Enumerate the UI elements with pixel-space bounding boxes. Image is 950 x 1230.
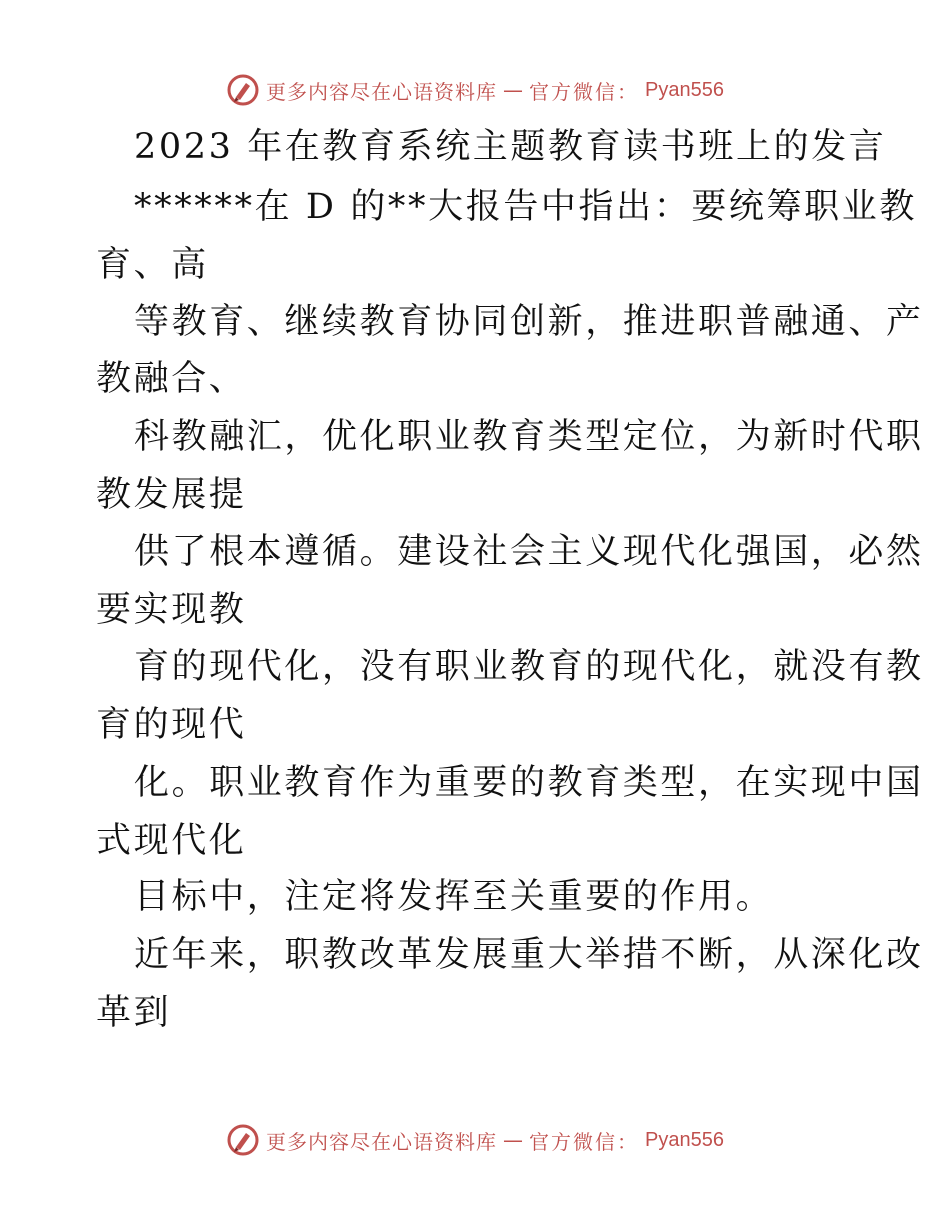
header-brand-text: 更多内容尽在心语资料库 xyxy=(266,79,498,104)
paragraph-line: 革到 xyxy=(96,993,172,1033)
header-separator: — xyxy=(503,78,524,102)
paragraph-line: 化。职业教育作为重要的教育类型，在实现中国 xyxy=(134,763,924,803)
paragraph-line: 教融合、 xyxy=(96,359,247,399)
pen-logo-icon xyxy=(226,73,260,107)
footer-watermark-banner xyxy=(0,1120,950,1160)
footer-separator: — xyxy=(503,1128,524,1152)
paragraph-line: 近年来，职教改革发展重大举措不断，从深化改 xyxy=(134,935,924,975)
footer-brand-text: 更多内容尽在心语资料库 xyxy=(266,1129,498,1154)
paragraph-line: 育的现代 xyxy=(96,705,247,745)
paragraph-line: 育的现代化，没有职业教育的现代化，就没有教 xyxy=(134,647,924,687)
paragraph-line: 目标中，注定将发挥至关重要的作用。 xyxy=(134,877,774,917)
header-wechat-id: Pyan556 xyxy=(645,78,724,101)
paragraph-line: 供了根本遵循。建设社会主义现代化强国，必然 xyxy=(134,532,924,572)
header-wechat-label: 官方微信： xyxy=(529,79,640,104)
document-title: 2023 年在教育系统主题教育读书班上的发言 xyxy=(134,127,887,167)
paragraph-line: 等教育、继续教育协同创新，推进职普融通、产 xyxy=(134,302,924,342)
pen-logo-icon xyxy=(226,1123,260,1157)
paragraph-line: 科教融汇，优化职业教育类型定位，为新时代职 xyxy=(134,417,924,457)
paragraph-line: 教发展提 xyxy=(96,475,247,515)
header-watermark-banner xyxy=(0,70,950,110)
paragraph-line: 育、高 xyxy=(96,245,209,285)
paragraph-line: ******在 D 的**大报告中指出：要统筹职业教 xyxy=(134,187,917,227)
footer-wechat-id: Pyan556 xyxy=(645,1128,724,1151)
paragraph-line: 要实现教 xyxy=(96,590,247,630)
paragraph-line: 式现代化 xyxy=(96,821,247,861)
footer-wechat-label: 官方微信： xyxy=(529,1129,640,1154)
